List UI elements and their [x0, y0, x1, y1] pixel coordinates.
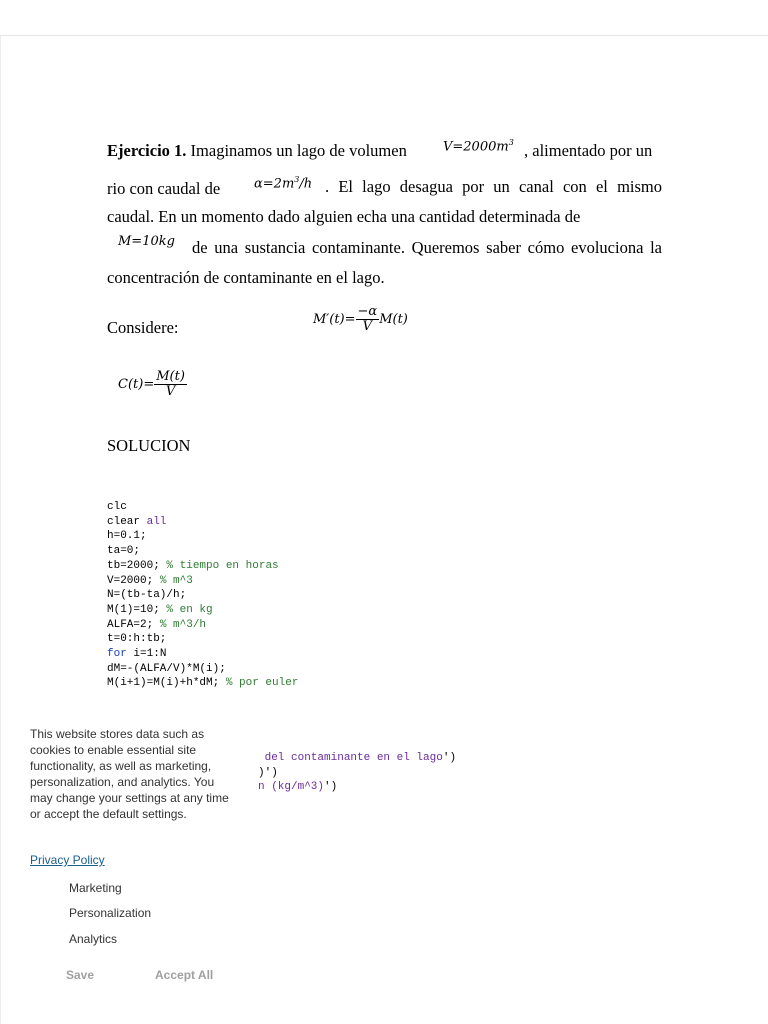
- cookie-option-marketing[interactable]: Marketing: [69, 881, 122, 895]
- exercise-text-3: rio con caudal de: [107, 179, 221, 198]
- exercise-label: Ejercicio 1.: [107, 141, 187, 160]
- concentration-equation: C(t)= $\frac{M(t)}{V}$: [118, 369, 185, 399]
- save-button[interactable]: Save: [66, 968, 95, 982]
- left-border: [0, 36, 1, 1024]
- top-bar: [0, 0, 768, 36]
- differential-equation: M′(t)= $\frac{-\alpha}{V}$ M(t): [313, 304, 408, 334]
- cookie-consent-text: This website stores data such as cookies to enable essential site functionality, as well as marketing, personalization, and analytics. You may change your settings at any time or accept the default settings.: [30, 727, 229, 821]
- considere-label: Considere:: [107, 318, 179, 337]
- volume-equation: $V=2000m^3$: [443, 138, 514, 155]
- flow-equation: $\alpha=2m^3/h$: [254, 175, 313, 192]
- exercise-text-4: . El lago desagua por un canal con el mismo caudal. En un momento dado alguien echa una cantidad determinada de: [107, 177, 662, 226]
- accept-all-button[interactable]: Accept All: [155, 968, 214, 982]
- solution-title: SOLUCION: [107, 436, 191, 455]
- code-block-partial: del contaminante en el lago') )') n (kg/m^3)'): [258, 752, 457, 794]
- exercise-text-2: , alimentado por un: [524, 141, 653, 160]
- exercise-text-5: de una sustancia contaminante. Queremos saber cómo evoluciona la concentración de contaminante en el lago.: [107, 238, 662, 287]
- privacy-policy-link[interactable]: Privacy Policy: [30, 853, 105, 867]
- cookie-option-analytics[interactable]: Analytics: [69, 932, 118, 946]
- exercise-text-1: Imaginamos un lago de volumen: [190, 141, 407, 160]
- code-block: clc clear all h=0.1; ta=0; tb=2000; % tiempo en horas V=2000; % m^3 N=(tb-ta)/h; M(1)=10; % en kg ALFA=2; % m^3/h t=0:h:tb; for i=1:N dM=-(ALFA/V)*M(i); M(i+1)=M(i)+h*dM; % por euler: [107, 501, 299, 690]
- mass-equation: M=10kg: [118, 234, 175, 249]
- cookie-option-personalization[interactable]: Personalization: [69, 906, 152, 920]
